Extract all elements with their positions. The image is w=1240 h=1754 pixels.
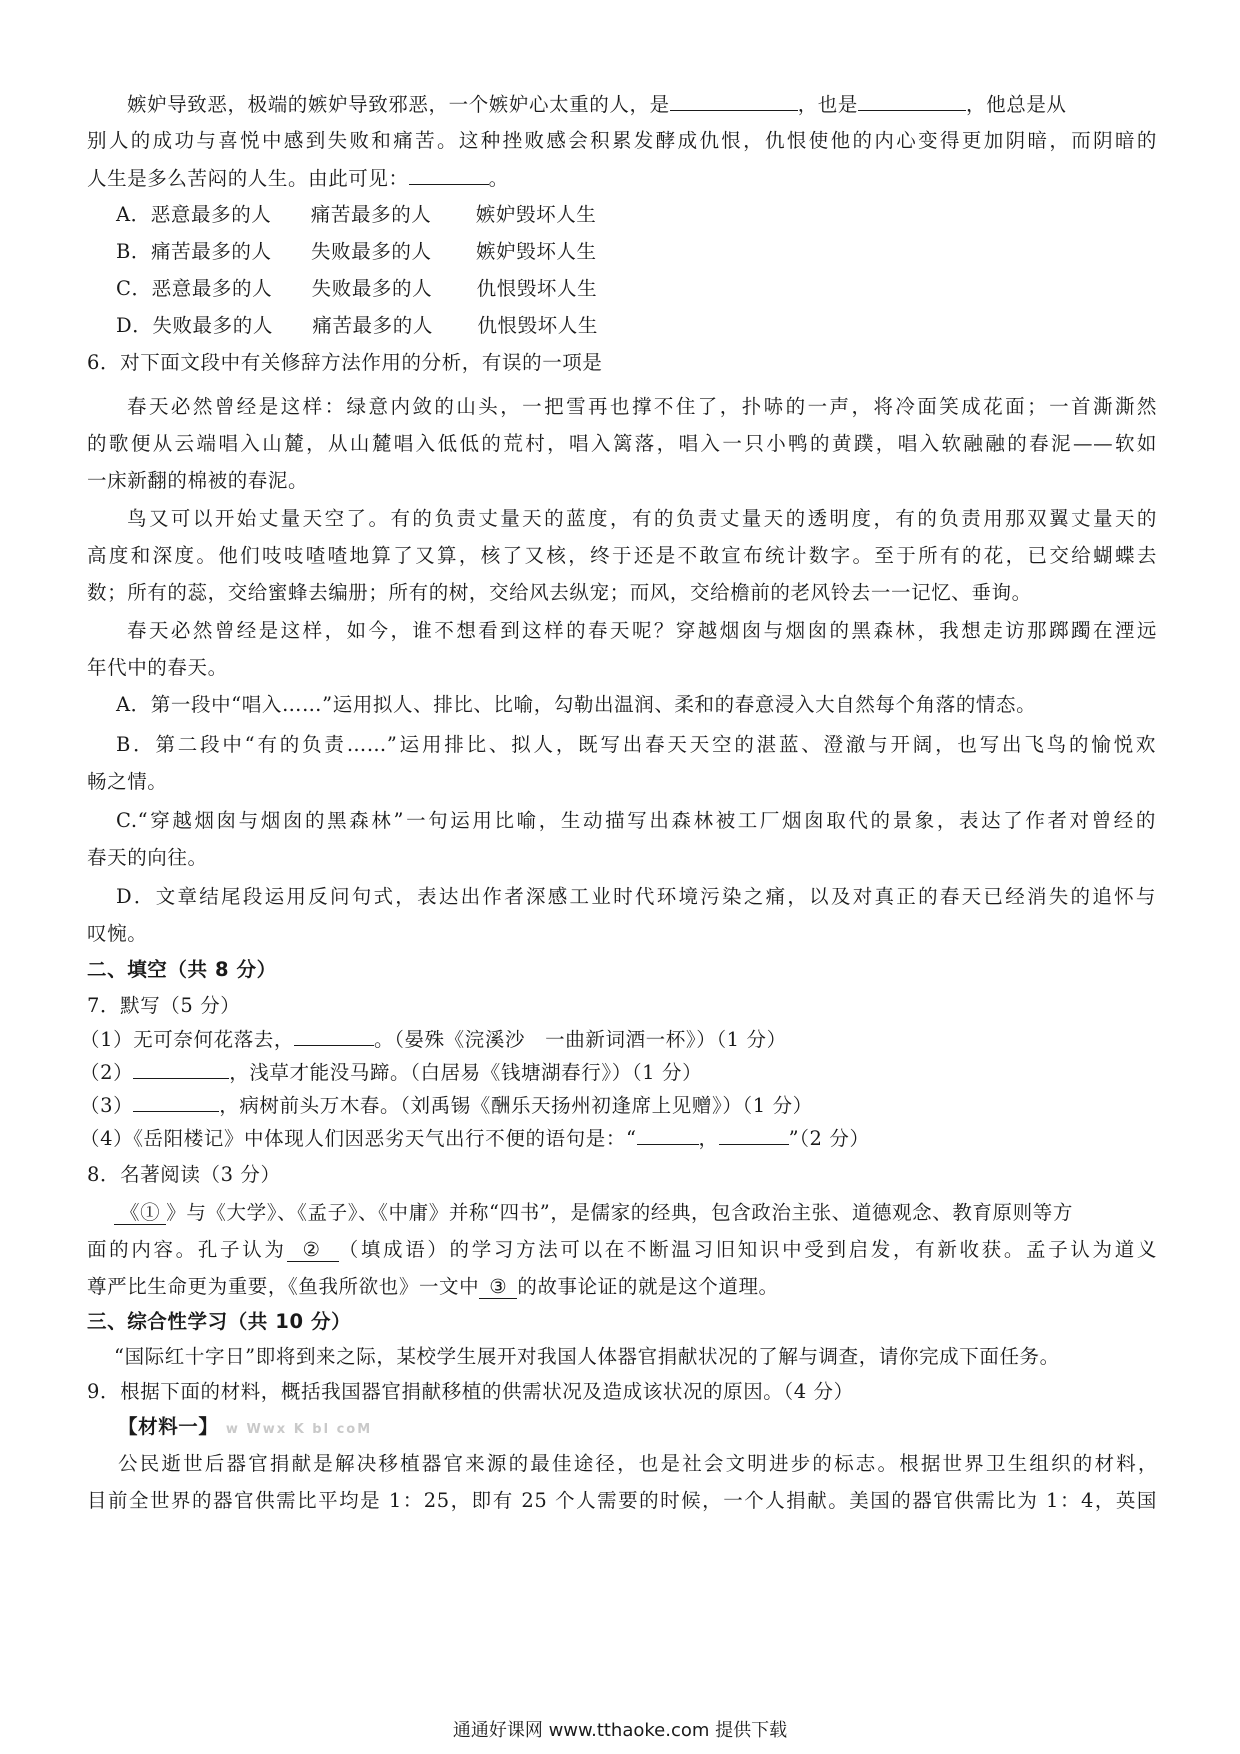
material-1-line: 公民逝世后器官捐献是解决移植器官来源的最佳途径，也是社会文明进步的标志。根据世界卫生组织的材料， [118,1452,1158,1475]
q6-option-c-cont: 春天的向往。 [87,846,208,869]
section-3-title: 三、综合性学习（共 10 分） [87,1310,352,1333]
q6-option-a[interactable]: A．第一段中“唱入……”运用拟人、排比、比喻，勾勒出温润、柔和的春意浸入大自然每个角落的情态。 [116,693,1037,716]
material-1-heading: 【材料一】 w Wwx K bl coM [118,1415,373,1438]
q7-stem: 7．默写（5 分） [87,994,241,1017]
q8-line-3: 尊严比生命更为重要，《鱼我所欲也》一文中 ③ 的故事论证的就是这个道理。 [87,1275,779,1298]
q5-option-b[interactable]: B．痛苦最多的人 失败最多的人 嫉妒毁坏人生 [116,240,597,263]
q5-line-3: 人生是多么苦闷的人生。由此可见： 。 [87,164,1157,193]
q6-option-d[interactable]: D．文章结尾段运用反问句式，表达出作者深感工业时代环境污染之痛，以及对真正的春天已经消失的追怀与 [116,885,1156,908]
q9-stem: 9．根据下面的材料，概括我国器官捐献移植的供需状况及造成该状况的原因。（4 分） [87,1380,854,1403]
material-1-line: 目前全世界的器官供需比平均是 1：25，即有 25 个人需要的时候，一个人捐献。美国的器官供需比为 1：4，英国 [87,1489,1157,1512]
q7-blank-3[interactable] [133,1091,219,1112]
q6-option-c[interactable]: C.“穿越烟囱与烟囱的黑森林”一句运用比喻，生动描写出森林被工厂烟囱取代的景象，表达了作者对曾经的 [116,809,1156,832]
q5-option-a[interactable]: A．恶意最多的人 痛苦最多的人 嫉妒毁坏人生 [116,203,597,226]
q7-item-2: （2） ，浅草才能没马蹄。（白居易《钱塘湖春行》）（1 分） [80,1058,1150,1087]
section-3-intro: “国际红十字日”即将到来之际，某校学生展开对我国人体器官捐献状况的了解与调查，请你完成下面任务。 [114,1345,1060,1368]
q8-line-2: 面的内容。孔子认为 ② （填成语）的学习方法可以在不断温习旧知识中受到启发，有新收获。孟子认为道义 [87,1238,1157,1261]
q6-passage-line: 春天必然曾经是这样，如今，谁不想看到这样的春天呢？穿越烟囱与烟囱的黑森林，我想走访那踯躅在湮远 [127,619,1157,642]
q5-line-1: 嫉妒导致恶，极端的嫉妒导致邪恶，一个嫉妒心太重的人，是 ，也是 ，他总是从 [127,90,1157,119]
q8-mark-1: 《① [114,1201,166,1225]
q7-blank-1[interactable] [294,1025,374,1046]
q8-line-1: 《① 》与《大学》、《孟子》、《中庸》并称“四书”，是儒家的经典，包含政治主张、道德观念、教育原则等方 [114,1199,1144,1227]
q6-passage-line: 数；所有的蕊，交给蜜蜂去编册；所有的树，交给风去纵宠；而风，交给檐前的老风铃去一一记忆、垂询。 [87,581,1032,604]
q5-option-c[interactable]: C．恶意最多的人 失败最多的人 仇恨毁坏人生 [116,277,598,300]
q6-passage-line: 鸟又可以开始丈量天空了。有的负责丈量天的蓝度，有的负责丈量天的透明度，有的负责用那双翼丈量天的 [127,507,1157,530]
q6-passage-line: 年代中的春天。 [87,656,228,679]
q7-blank-4[interactable] [637,1124,699,1145]
q5-blank-2[interactable] [858,90,966,111]
q7-item-3: （3） ，病树前头万木春。（刘禹锡《酬乐天扬州初逢席上见赠》）（1 分） [80,1091,1150,1120]
q8-mark-3[interactable]: ③ [479,1275,517,1299]
section-2-title: 二、填空（共 8 分） [87,958,277,981]
q6-passage-line: 的歌便从云端唱入山麓，从山麓唱入低低的荒村，唱入篱落，唱入一只小鸭的黄蹼，唱入软融融的春泥——软如 [87,432,1157,455]
q7-item-4: （4）《岳阳楼记》中体现人们因恶劣天气出行不便的语句是：“ ， ”（2 分） [80,1124,1150,1153]
q7-item-1: （1）无可奈何花落去， 。（晏殊《浣溪沙 一曲新词酒一杯》）（1 分） [80,1025,1150,1054]
q5-blank-1[interactable] [670,90,798,111]
q6-stem: 6．对下面文段中有关修辞方法作用的分析，有误的一项是 [87,351,603,374]
q7-blank-5[interactable] [719,1124,789,1145]
q6-passage-line: 春天必然曾经是这样：绿意内敛的山头，一把雪再也撑不住了，扑哧的一声，将冷面笑成花面；一首澌澌然 [127,395,1157,418]
q5-line-2: 别人的成功与喜悦中感到失败和痛苦。这种挫败感会积累发酵成仇恨，仇恨使他的内心变得更加阴暗，而阴暗的 [87,129,1157,152]
q6-option-b-cont: 畅之情。 [87,770,168,793]
q5-blank-3[interactable] [409,164,489,185]
page-footer: 通通好课网 www.tthaoke.com 提供下载 [452,1720,788,1741]
q8-mark-2[interactable]: ② [287,1238,339,1262]
q6-option-d-cont: 叹惋。 [87,922,148,945]
watermark-text: w Wwx K bl coM [225,1422,373,1437]
q5-option-d[interactable]: D．失败最多的人 痛苦最多的人 仇恨毁坏人生 [116,314,598,337]
q6-option-b[interactable]: B．第二段中“有的负责……”运用排比、拟人，既写出春天天空的湛蓝、澄澈与开阔，也写出飞鸟的愉悦欢 [116,733,1156,756]
q6-passage-line: 高度和深度。他们吱吱喳喳地算了又算，核了又核，终于还是不敢宣布统计数字。至于所有的花，已交给蝴蝶去 [87,544,1157,567]
q8-stem: 8．名著阅读（3 分） [87,1163,281,1186]
q6-passage-line: 一床新翻的棉被的春泥。 [87,469,309,492]
q7-blank-2[interactable] [133,1058,229,1079]
